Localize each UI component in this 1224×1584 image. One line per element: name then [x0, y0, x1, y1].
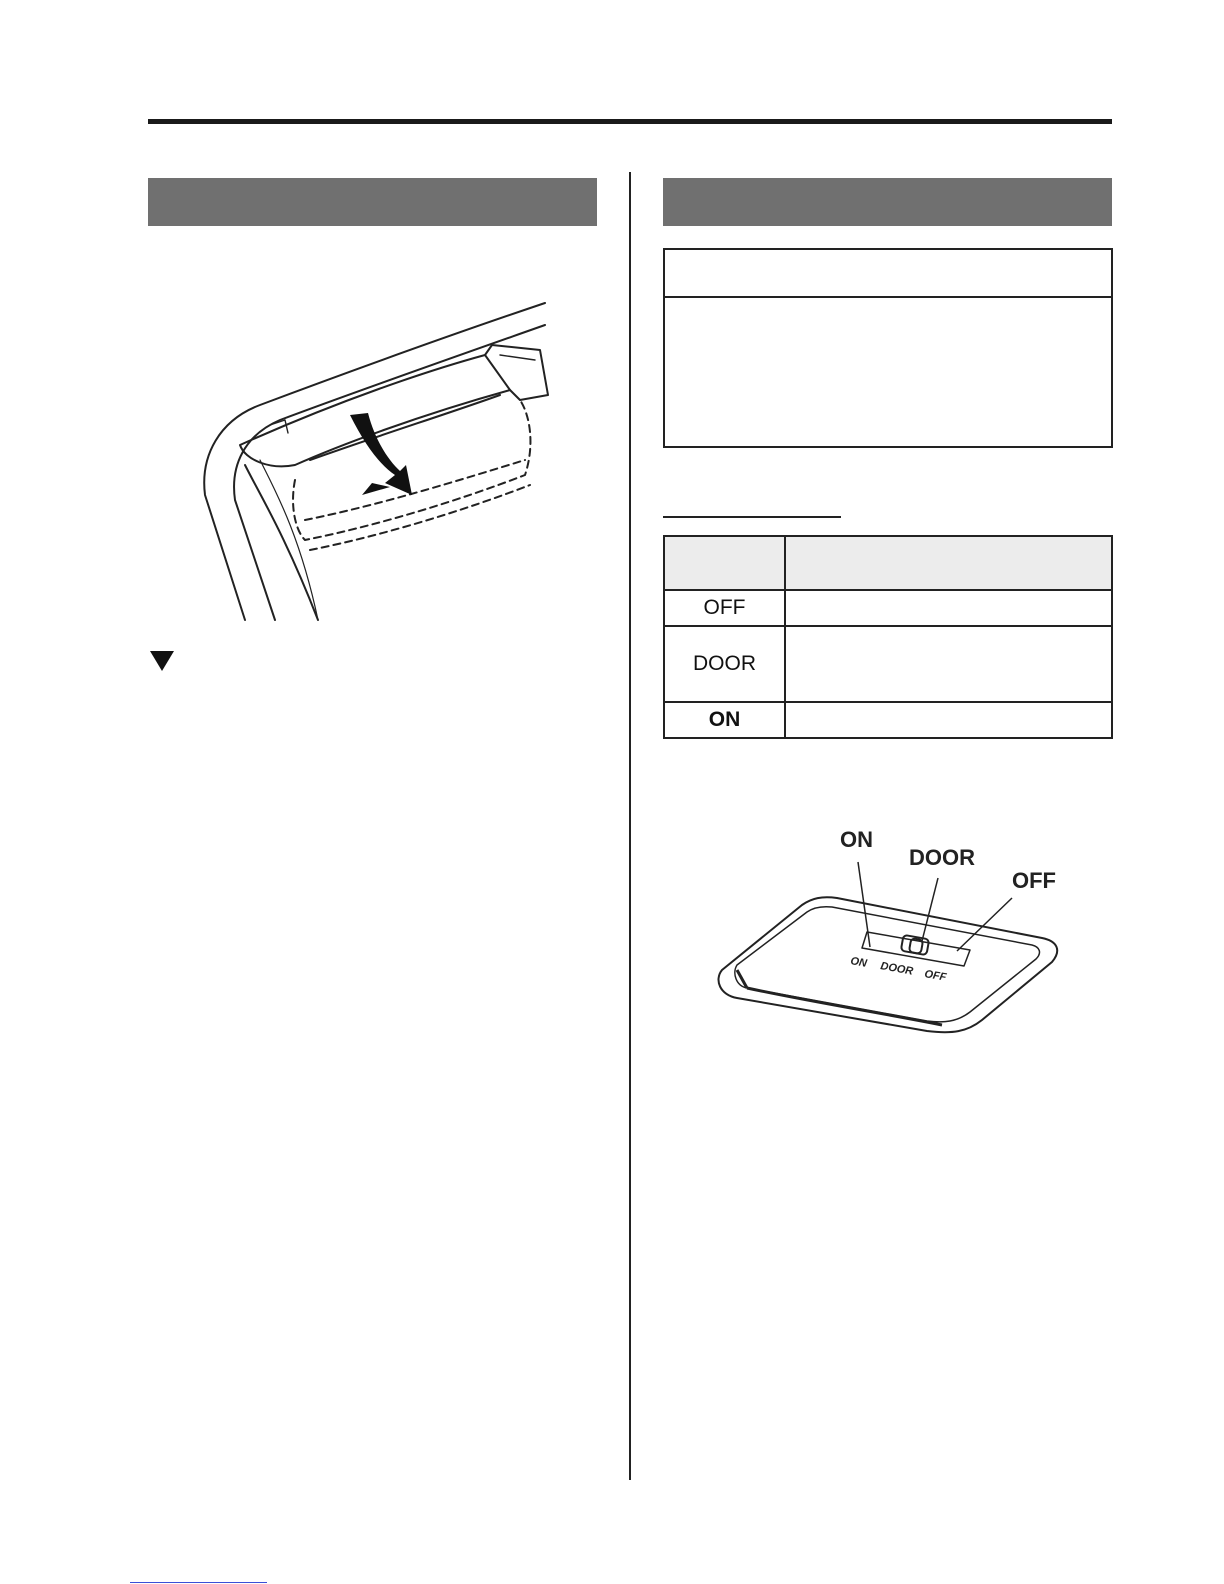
- table-header-cell: [785, 536, 1112, 590]
- callout-door-label: DOOR: [909, 845, 975, 870]
- note-box-header: [665, 250, 1111, 298]
- overhead-light-switch-illustration: [712, 820, 1072, 1040]
- table-header-row: [664, 536, 1112, 590]
- mode-cell-door: DOOR: [664, 626, 785, 702]
- printed-off-label: OFF: [923, 968, 948, 984]
- mode-cell-on: ON: [664, 702, 785, 738]
- description-cell: [785, 702, 1112, 738]
- subheading-underline: [663, 516, 841, 518]
- printed-on-label: ON: [849, 955, 868, 970]
- table-row: [664, 702, 1112, 738]
- mode-cell-off: OFF: [664, 590, 785, 626]
- table-row: [664, 590, 1112, 626]
- printed-door-label: DOOR: [879, 960, 915, 978]
- switch-mode-table: [663, 535, 1113, 739]
- sun-visor-illustration: [190, 295, 560, 625]
- section-header-bar-left: [148, 178, 597, 226]
- description-cell: [785, 590, 1112, 626]
- callout-on-label: ON: [840, 827, 873, 852]
- top-rule: [148, 119, 1112, 124]
- note-box: [663, 248, 1113, 448]
- callout-off-label: OFF: [1012, 868, 1056, 893]
- table-header-cell: [664, 536, 785, 590]
- table-row: [664, 626, 1112, 702]
- column-divider: [629, 172, 631, 1480]
- section-header-bar-right: [663, 178, 1112, 226]
- description-cell: [785, 626, 1112, 702]
- bottom-link-underline: [130, 1582, 267, 1583]
- down-triangle-icon: [150, 651, 174, 671]
